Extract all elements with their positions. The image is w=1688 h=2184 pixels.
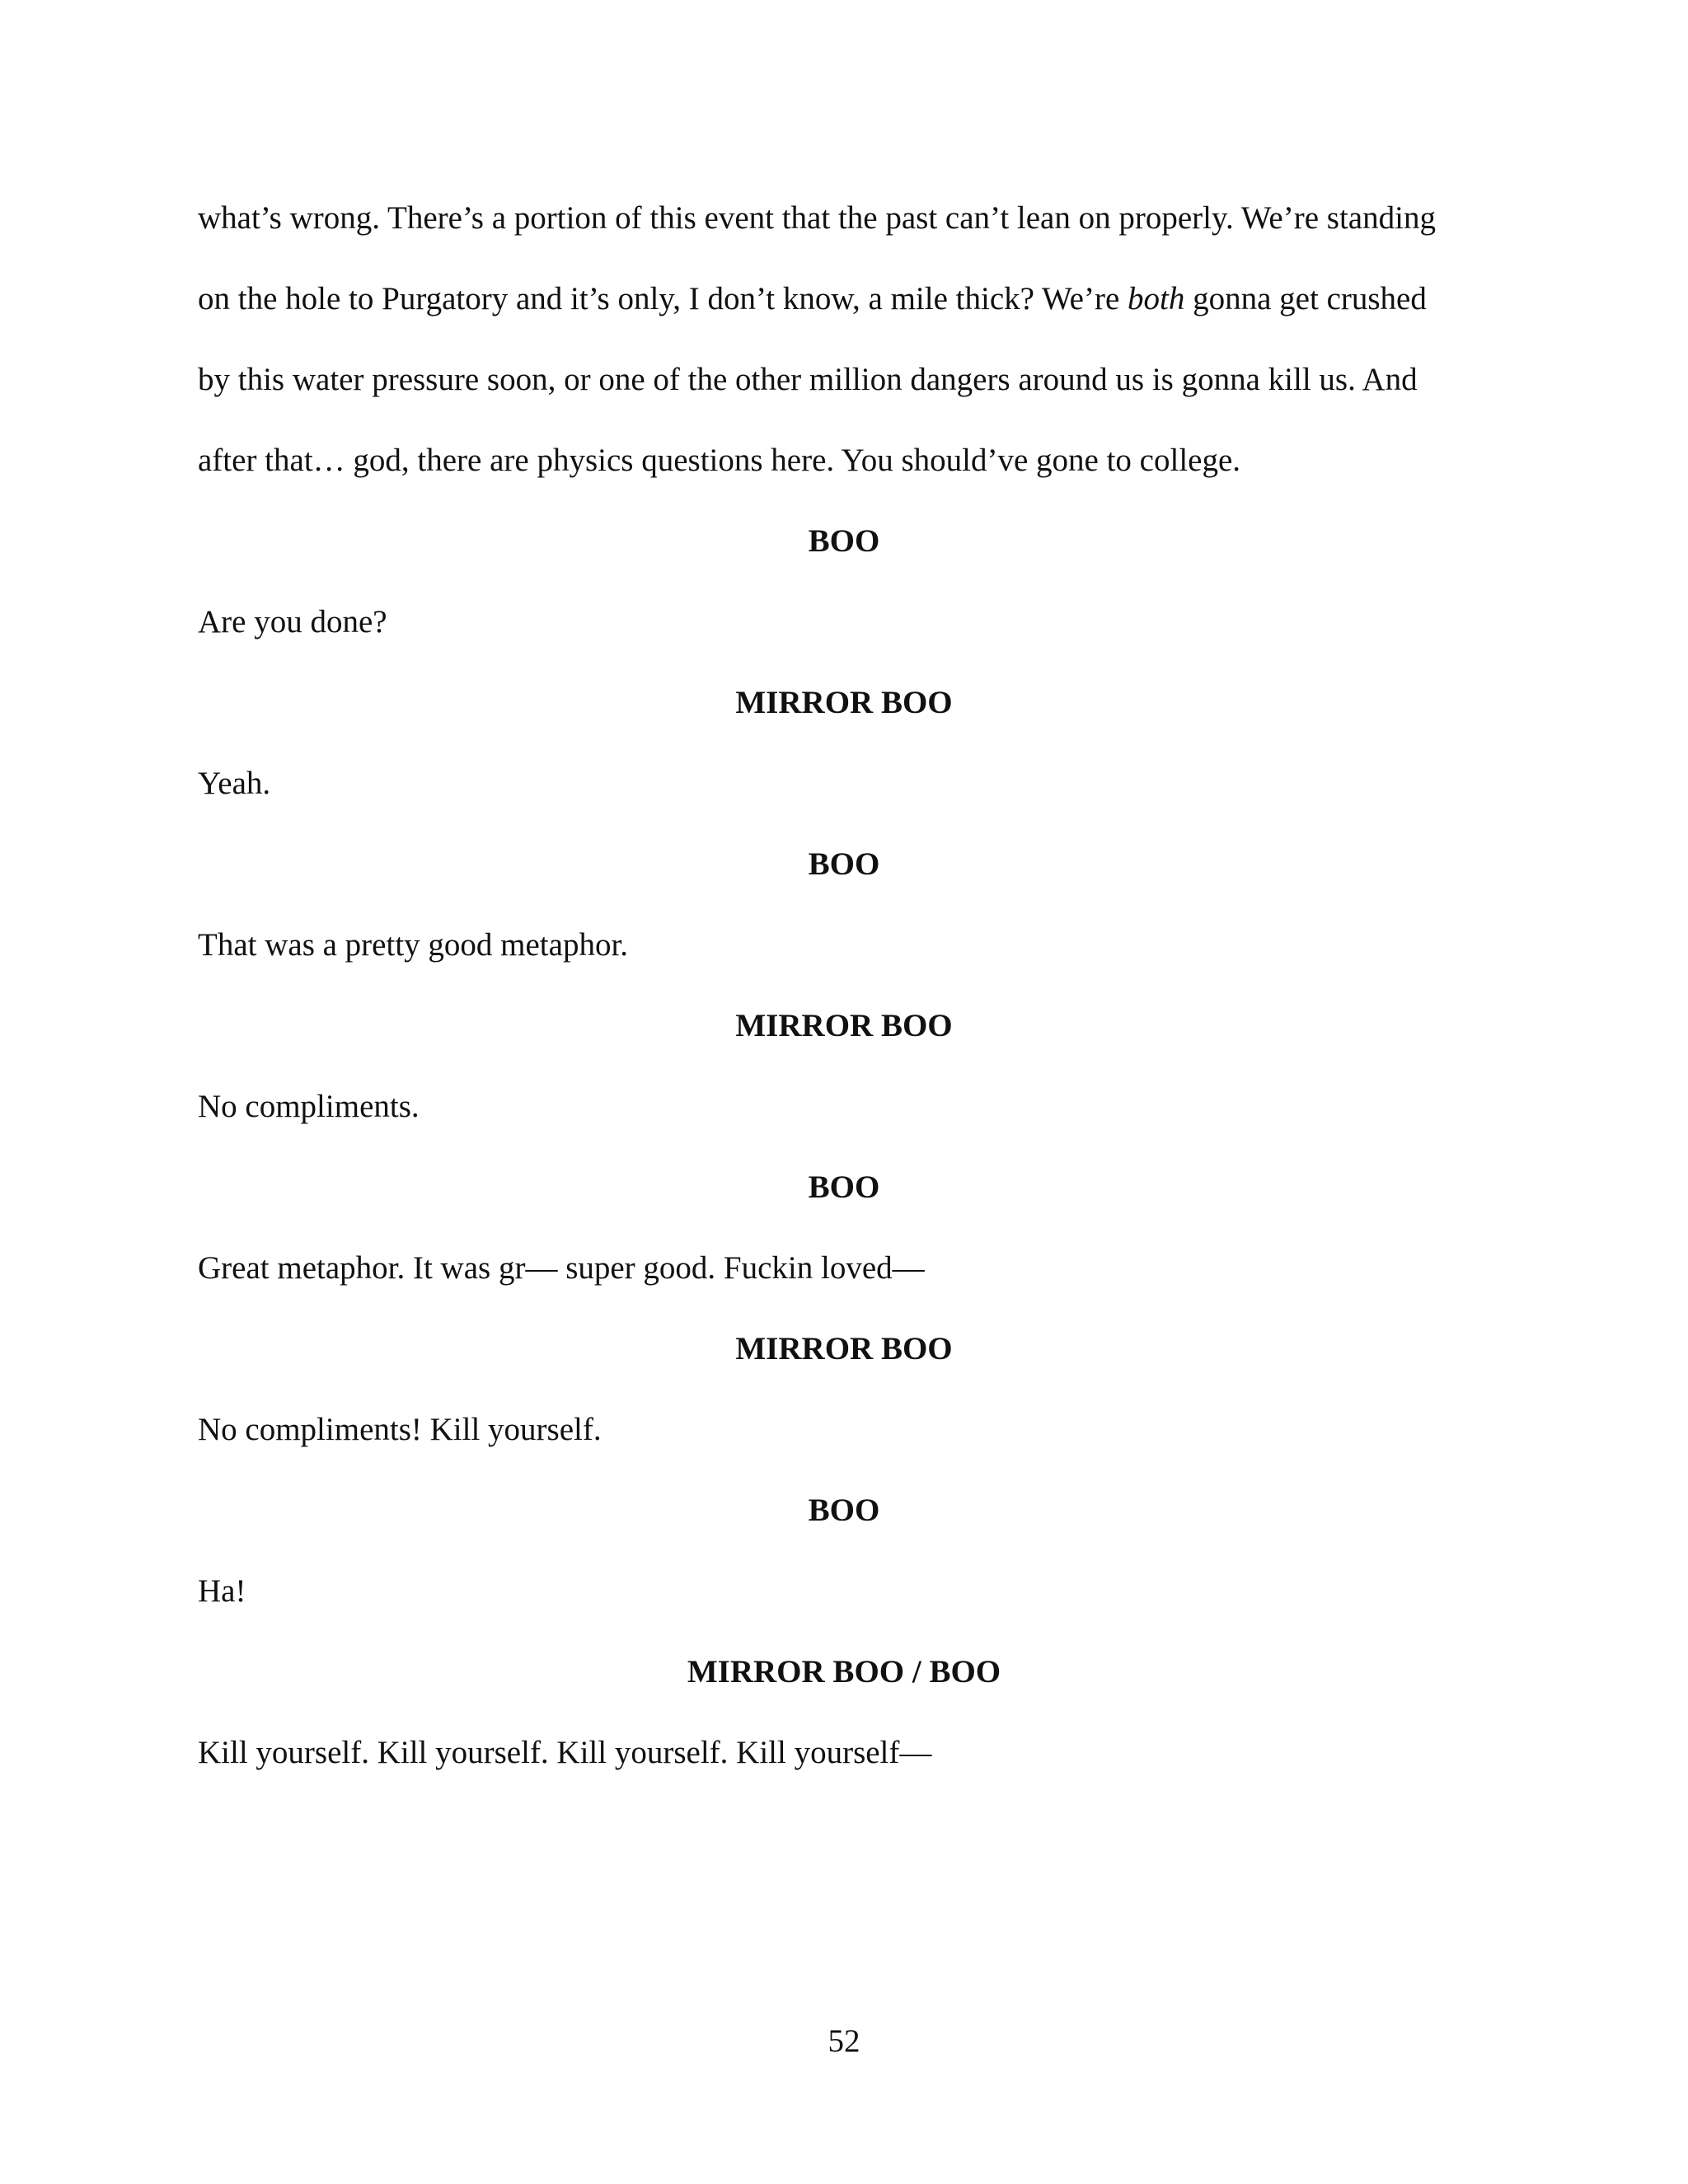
dialogue-line: Great metaphor. It was gr— super good. Fuckin loved— <box>198 1250 925 1286</box>
dialogue-line: That was a pretty good metaphor. <box>198 927 629 963</box>
dialogue-line: what’s wrong. There’s a portion of this event that the past can’t lean on properly. We’re standing <box>198 200 1436 236</box>
dialogue-line: by this water pressure soon, or one of the other million dangers around us is gonna kill us. And <box>198 362 1418 397</box>
dialogue-text: gonna get crushed <box>1184 281 1427 316</box>
emphasized-word: both <box>1128 281 1185 316</box>
character-name: MIRROR BOO <box>735 1331 953 1366</box>
dialogue-line: No compliments. <box>198 1089 420 1124</box>
character-name: BOO <box>808 1169 880 1205</box>
dialogue-line: Kill yourself. Kill yourself. Kill yourself. Kill yourself— <box>198 1735 932 1770</box>
dialogue-line: Are you done? <box>198 604 387 640</box>
character-name: MIRROR BOO <box>735 685 953 720</box>
character-name: MIRROR BOO <box>735 1008 953 1043</box>
page-number: 52 <box>828 2023 860 2059</box>
character-name: MIRROR BOO / BOO <box>687 1654 1001 1690</box>
dialogue-line: Yeah. <box>198 766 271 801</box>
character-name: BOO <box>808 1493 880 1528</box>
dialogue-line <box>198 279 1427 319</box>
dialogue-text: on the hole to Purgatory and it’s only, I don’t know, a mile thick? We’re <box>198 281 1128 316</box>
dialogue-line: after that… god, there are physics questions here. You should’ve gone to college. <box>198 443 1241 478</box>
dialogue-line: No compliments! Kill yourself. <box>198 1412 602 1447</box>
character-name: BOO <box>808 846 880 882</box>
dialogue-line: Ha! <box>198 1573 246 1609</box>
character-name: BOO <box>808 523 880 559</box>
